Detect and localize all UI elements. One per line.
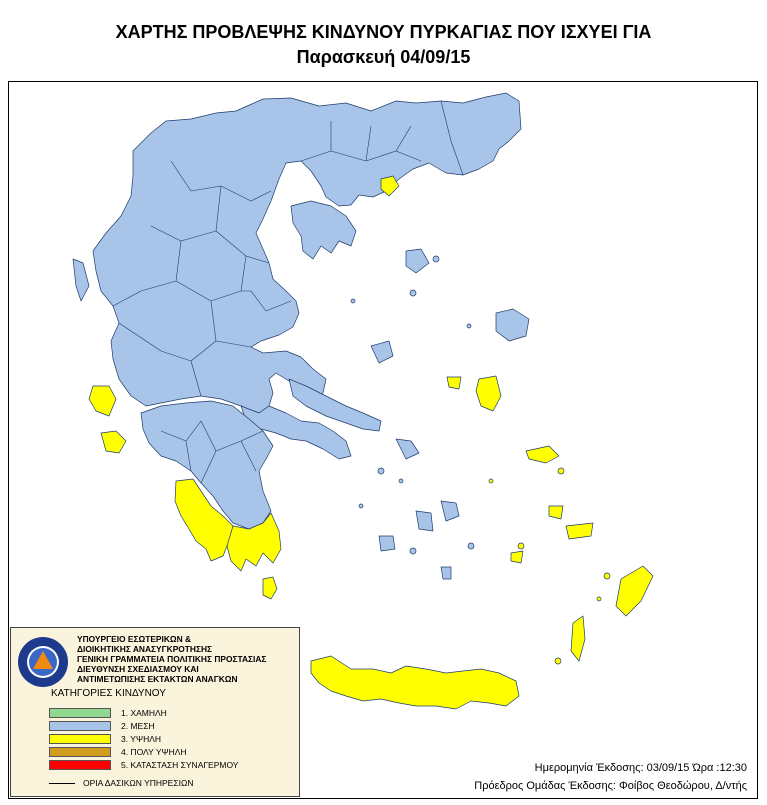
samos bbox=[526, 446, 559, 463]
legend-swatch bbox=[49, 721, 111, 731]
rhodes bbox=[616, 566, 653, 616]
boundary-label: ΟΡΙΑ ΔΑΣΙΚΩΝ ΥΠΗΡΕΣΙΩΝ bbox=[83, 778, 194, 788]
legend-swatch bbox=[49, 708, 111, 718]
ministry-line: ΔΙΕΥΘΥΝΣΗ ΣΧΕΔΙΑΣΜΟΥ ΚΑΙ bbox=[77, 664, 199, 674]
issue-chair: Πρόεδρος Ομάδας Έκδοσης: Φοίβος Θεοδώρου, Δ/ντής bbox=[474, 780, 747, 792]
zakynthos bbox=[101, 431, 126, 453]
legend-label: 4. ΠΟΛΥ ΥΨΗΛΗ bbox=[121, 747, 187, 757]
legend-swatch bbox=[49, 760, 111, 770]
legend-item-very-high bbox=[49, 747, 309, 758]
map-title: ΧΑΡΤΗΣ ΠΡΟΒΛΕΨΗΣ ΚΙΝΔΥΝΟΥ ΠΥΡΚΑΓΙΑΣ ΠΟΥ ΙΣΧΥΕΙ ΓΙΑ bbox=[115, 22, 652, 42]
crete bbox=[311, 656, 519, 709]
legend-item-alert bbox=[49, 760, 309, 771]
andros bbox=[396, 439, 419, 459]
skyros bbox=[447, 377, 461, 389]
ministry-line: ΥΠΟΥΡΓΕΙΟ ΕΣΩΤΕΡΙΚΩΝ & bbox=[77, 634, 192, 644]
astypalaia bbox=[511, 551, 523, 563]
risk-categories-title: ΚΑΤΗΓΟΡΙΕΣ ΚΙΝΔΥΝΟΥ bbox=[51, 688, 166, 699]
corfu bbox=[73, 259, 89, 301]
boundary-line-symbol bbox=[49, 783, 75, 784]
naxos bbox=[416, 511, 433, 531]
tinos bbox=[441, 501, 459, 521]
skiathos-group bbox=[371, 341, 393, 363]
ministry-line: ΓΕΝΙΚΗ ΓΡΑΜΜΑΤΕΙΑ ΠΟΛΙΤΙΚΗΣ ΠΡΟΣΤΑΣΙΑΣ bbox=[77, 654, 267, 664]
legend-label: 5. ΚΑΤΑΣΤΑΣΗ ΣΥΝΑΓΕΡΜΟΥ bbox=[121, 760, 239, 770]
ministry-line: ΑΝΤΙΜΕΤΩΠΙΣΗΣ ΕΚΤΑΚΤΩΝ ΑΝΑΓΚΩΝ bbox=[77, 674, 238, 684]
legend-item-medium bbox=[49, 721, 309, 732]
lesvos bbox=[496, 309, 529, 341]
legend-boundary-item bbox=[49, 778, 299, 790]
kythira bbox=[263, 577, 277, 599]
legend-label: 3. ΥΨΗΛΗ bbox=[121, 734, 162, 744]
small-islands-high bbox=[489, 468, 610, 664]
karpathos bbox=[571, 616, 585, 661]
legend-label: 2. ΜΕΣΗ bbox=[121, 721, 155, 731]
legend-swatch bbox=[49, 734, 111, 744]
issue-date: Ημερομηνία Έκδοσης: 03/09/15 Ώρα :12:30 bbox=[534, 762, 747, 774]
thira bbox=[441, 567, 451, 579]
legend-swatch bbox=[49, 747, 111, 757]
ministry-heading bbox=[77, 634, 266, 684]
legend-label: 1. ΧΑΜΗΛΗ bbox=[121, 708, 167, 718]
lemnos bbox=[406, 249, 429, 273]
map-date-subtitle: Παρασκευή 04/09/15 bbox=[296, 47, 471, 67]
chios bbox=[476, 376, 501, 411]
legend-panel bbox=[10, 627, 300, 797]
kalymnos-kos bbox=[549, 506, 563, 519]
civil-protection-logo-icon bbox=[17, 636, 69, 688]
legend-item-low bbox=[49, 708, 309, 719]
legend-item-high bbox=[49, 734, 309, 745]
kefalonia bbox=[89, 386, 116, 416]
paros bbox=[379, 536, 395, 551]
kos bbox=[566, 523, 593, 539]
halkidiki bbox=[291, 201, 356, 259]
ministry-line: ΔΙΟΙΚΗΤΙΚΗΣ ΑΝΑΣΥΓΚΡΟΤΗΣΗΣ bbox=[77, 644, 213, 654]
